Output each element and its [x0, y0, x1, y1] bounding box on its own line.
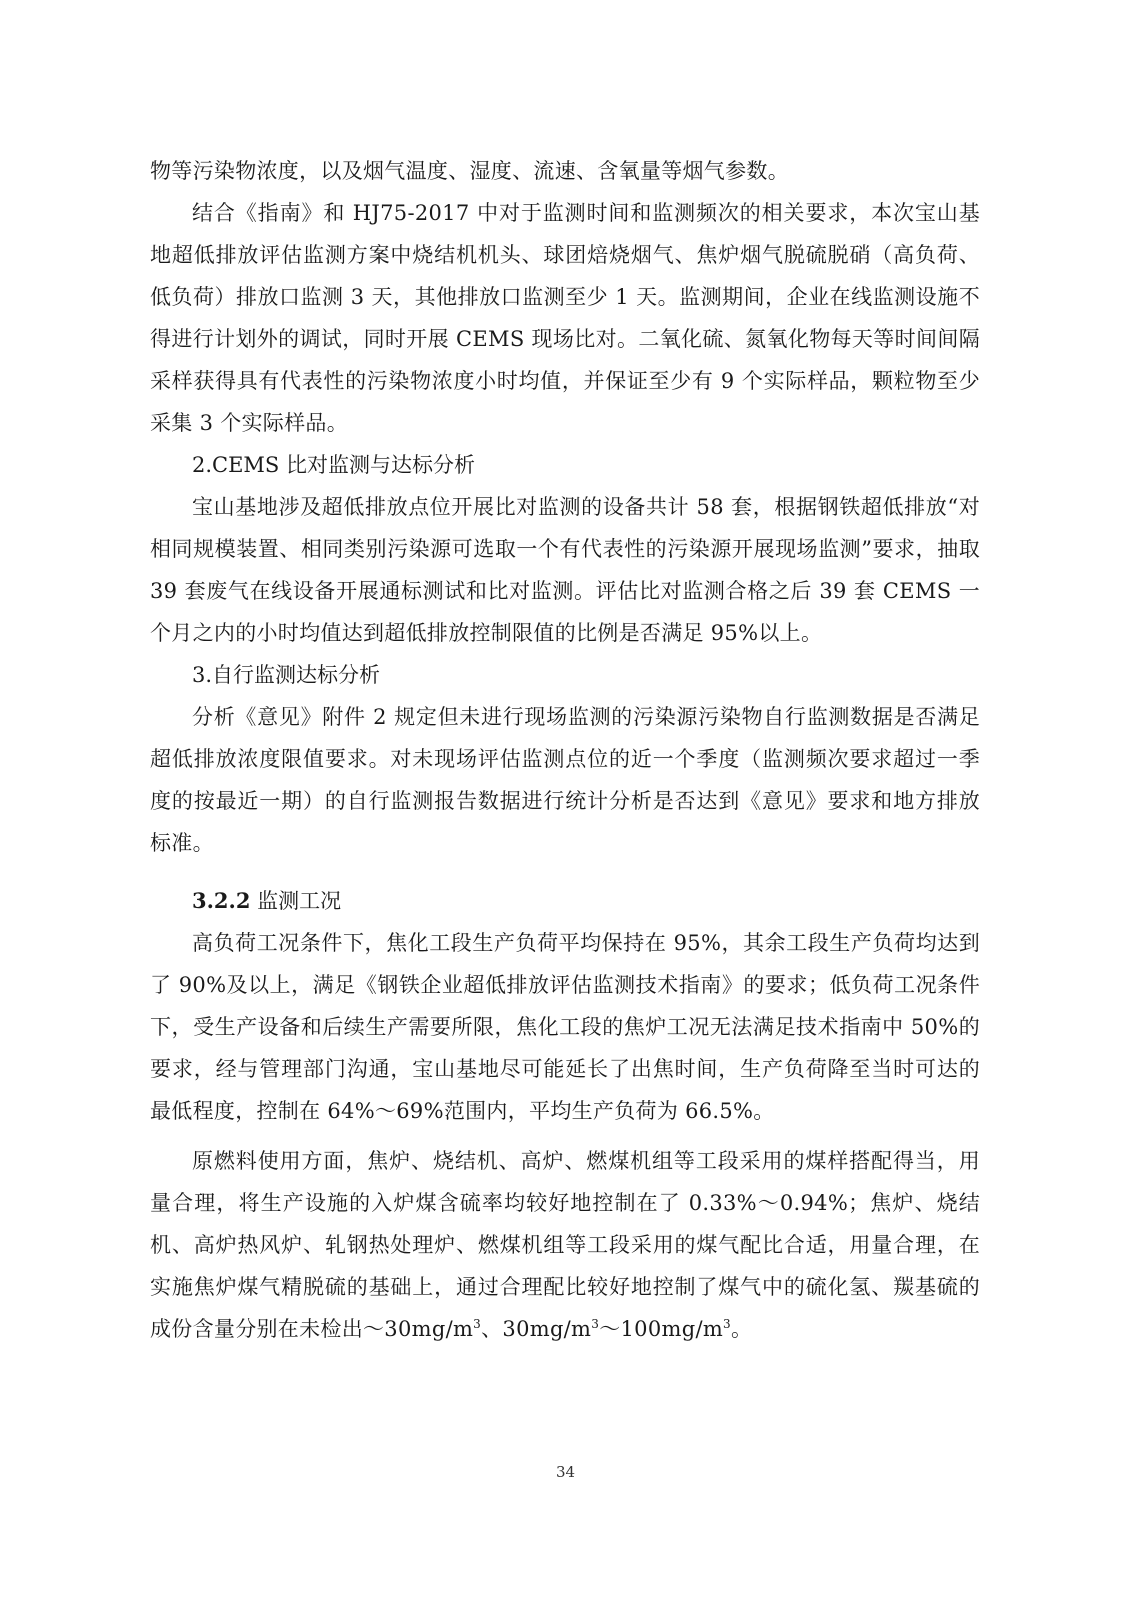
paragraph-self-monitoring: 分析《意见》附件 2 规定但未进行现场监测的污染源污染物自行监测数据是否满足超低排放浓度限值要求。对未现场评估监测点位的近一个季度（监测频次要求超过一季度的按最近一期）的自行监测报告数据进行统计分析是否达到《意见》要求和地方排放标准。 [150, 705, 980, 855]
paragraph-working-conditions: 高负荷工况条件下，焦化工段生产负荷平均保持在 95%，其余工段生产负荷均达到了 90%及以上，满足《钢铁企业超低排放评估监测技术指南》的要求；低负荷工况条件下，受生产设备和后续生产需要所限，焦化工段的焦炉工况无法满足技术指南中 50%的要求，经与管理部门沟通，宝山基地尽可能延长了出焦时间，生产负荷降至当时可达的最低程度，控制在 64%～69%范围内，平均生产负荷为 66.5%。 [150, 931, 980, 1123]
page-number: 34 [555, 1463, 576, 1481]
paragraph-raw-fuel [150, 1140, 980, 1350]
paragraph-raw-fuel-part3: ～100mg/m [599, 1317, 724, 1341]
section-heading [150, 880, 980, 922]
paragraph-raw-fuel-part1: 原燃料使用方面，焦炉、烧结机、高炉、燃煤机组等工段采用的煤样搭配得当，用量合理，将生产设施的入炉煤含硫率均较好地控制在了 0.33%～0.94%；焦炉、烧结机、高炉热风炉、轧钢热处理炉、燃煤机组等工段采用的煤气配比合适，用量合理，在实施焦炉煤气精脱硫的基础上，通过合理配比较好地控制了煤气中的硫化氢、羰基硫的成份含量分别在未检出～30mg/m [150, 1149, 980, 1341]
section-number: 3.2.2 [192, 888, 251, 913]
paragraph-monitoring-schedule: 结合《指南》和 HJ75-2017 中对于监测时间和监测频次的相关要求，本次宝山基地超低排放评估监测方案中烧结机机头、球团焙烧烟气、焦炉烟气脱硫脱硝（高负荷、低负荷）排放口监测 3 天，其他排放口监测至少 1 天。监测期间，企业在线监测设施不得进行计划外的调试，同时开展 CEMS 现场比对。二氧化硫、氮氧化物每天等时间间隔采样获得具有代表性的污染物浓度小时均值，并保证至少有 9 个实际样品，颗粒物至少采集 3 个实际样品。 [150, 201, 980, 435]
superscript-3: 3 [591, 1317, 600, 1331]
paragraph-continuation: 物等污染物浓度，以及烟气温度、湿度、流速、含氧量等烟气参数。 [150, 159, 789, 183]
document-body [150, 150, 980, 1350]
superscript-3: 3 [473, 1317, 482, 1331]
paragraph-raw-fuel-part4: 。 [730, 1317, 753, 1341]
subheading-self-monitoring: 3.自行监测达标分析 [192, 663, 381, 687]
paragraph-cems-comparison: 宝山基地涉及超低排放点位开展比对监测的设备共计 58 套，根据钢铁超低排放“对相同规模装置、相同类别污染源可选取一个有代表性的污染源开展现场监测”要求，抽取 39 套废气在线设备开展通标测试和比对监测。评估比对监测合格之后 39 套 CEMS 一个月之内的小时均值达到超低排放控制限值的比例是否满足 95%以上。 [150, 495, 980, 645]
section-title: 监测工况 [257, 889, 342, 913]
paragraph-raw-fuel-part2: 、30mg/m [481, 1317, 592, 1341]
subheading-cems-comparison: 2.CEMS 比对监测与达标分析 [192, 453, 475, 477]
superscript-3: 3 [723, 1317, 731, 1331]
